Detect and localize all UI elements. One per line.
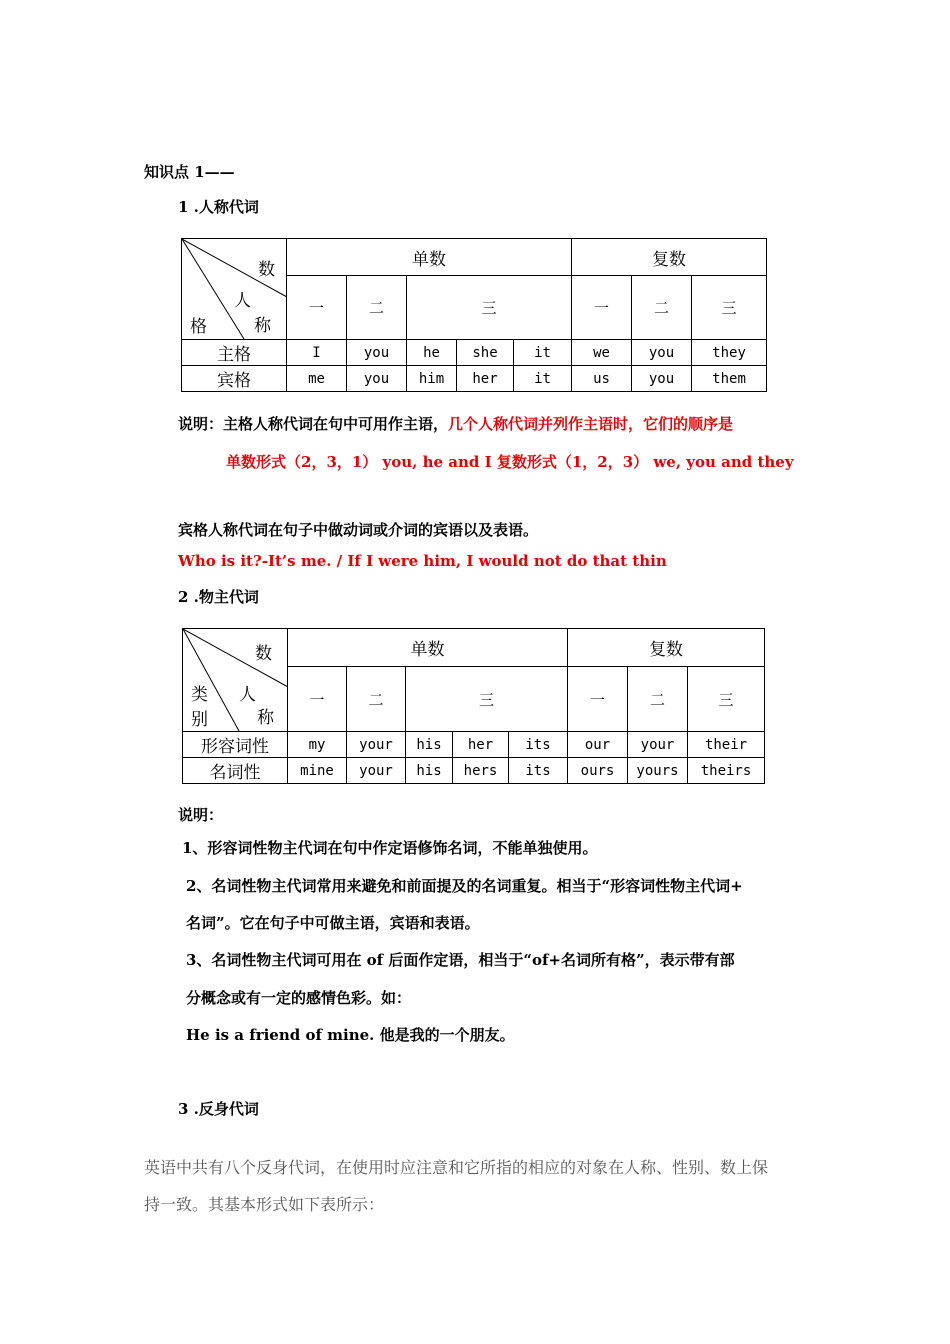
pronoun-cell: your — [347, 732, 406, 758]
section3-paragraph-line2: 持一致。其基本形式如下表所示： — [144, 1195, 385, 1214]
pronoun-cell: its — [509, 732, 568, 758]
plural-header: 复数 — [572, 239, 767, 276]
pronoun-cell: he — [407, 340, 457, 366]
person-cell: 三 — [407, 276, 572, 340]
row-label: 名词性 — [183, 758, 288, 784]
heading: 知识点 1—— — [144, 163, 235, 181]
person-cell: 一 — [572, 276, 632, 340]
note-title: 说明： — [178, 806, 224, 824]
corner-shu: 数 — [255, 644, 272, 664]
corner-ren: 人 — [239, 685, 256, 705]
pronoun-cell: she — [457, 340, 514, 366]
example1: Who is it?-It’s me. / If I were him, I would not do that thin — [178, 552, 667, 570]
pronoun-cell: your — [347, 758, 406, 784]
pronoun-cell: our — [568, 732, 628, 758]
corner-bie: 别 — [191, 710, 208, 730]
pronoun-cell: it — [514, 340, 572, 366]
person-cell: 一 — [288, 667, 347, 732]
section2-title: 2 .物主代词 — [178, 588, 259, 606]
note1-black: 说明：主格人称代词在句中可用作主语， — [178, 415, 449, 433]
note1 — [178, 413, 733, 434]
pronoun-cell: theirs — [688, 758, 765, 784]
section1-title: 1 .人称代词 — [178, 198, 259, 216]
singular-header: 单数 — [288, 629, 568, 667]
pronoun-cell: ours — [568, 758, 628, 784]
plural-header: 复数 — [568, 629, 765, 667]
personal-pronoun-table — [181, 238, 767, 392]
corner-header — [182, 239, 287, 340]
pronoun-cell: I — [287, 340, 347, 366]
person-cell: 二 — [347, 667, 406, 732]
pronoun-cell: her — [457, 366, 514, 392]
row-label: 宾格 — [182, 366, 287, 392]
pronoun-cell: their — [688, 732, 765, 758]
person-cell: 三 — [688, 667, 765, 732]
note1-red: 几个人称代词并列作主语时，它们的顺序是 — [448, 415, 734, 433]
pronoun-cell: you — [632, 366, 692, 392]
singular-header: 单数 — [287, 239, 572, 276]
person-cell: 二 — [628, 667, 688, 732]
pronoun-cell: hers — [453, 758, 509, 784]
pronoun-cell: mine — [288, 758, 347, 784]
person-cell: 一 — [287, 276, 347, 340]
note1-order: 单数形式（2，3，1） you, he and I 复数形式（1，2，3） we, you and they — [226, 453, 794, 471]
pronoun-cell: her — [453, 732, 509, 758]
note-point-3b: 分概念或有一定的感情色彩。如： — [186, 989, 412, 1007]
table-row — [182, 340, 767, 366]
pronoun-cell: yours — [628, 758, 688, 784]
table-row — [183, 758, 765, 784]
table-row — [183, 732, 765, 758]
corner-ge: 格 — [190, 317, 207, 337]
person-cell: 三 — [406, 667, 568, 732]
corner-cheng: 称 — [254, 316, 271, 336]
note-point-3a: 3、名词性物主代词可用在 of 后面作定语，相当于“of+名词所有格”，表示带有部 — [186, 951, 735, 969]
pronoun-cell: me — [287, 366, 347, 392]
pronoun-cell: you — [347, 340, 407, 366]
pronoun-cell: his — [406, 732, 453, 758]
pronoun-cell: they — [692, 340, 767, 366]
pronoun-cell: my — [288, 732, 347, 758]
corner-header — [183, 629, 288, 732]
table-row — [182, 366, 767, 392]
section3-title: 3 .反身代词 — [178, 1100, 259, 1118]
person-cell: 一 — [568, 667, 628, 732]
pronoun-cell: his — [406, 758, 453, 784]
pronoun-cell: its — [509, 758, 568, 784]
section3-paragraph-line1: 英语中共有八个反身代词，在使用时应注意和它所指的相应的对象在人称、性别、数上保 — [144, 1158, 769, 1177]
example2: He is a friend of mine. 他是我的一个朋友。 — [186, 1026, 515, 1044]
person-cell: 二 — [632, 276, 692, 340]
corner-cheng: 称 — [257, 708, 274, 728]
corner-lei: 类 — [191, 685, 208, 705]
pronoun-cell: us — [572, 366, 632, 392]
row-label: 主格 — [182, 340, 287, 366]
person-cell: 二 — [347, 276, 407, 340]
note2: 宾格人称代词在句子中做动词或介词的宾语以及表语。 — [178, 521, 539, 539]
note-point-1: 1、形容词性物主代词在句中作定语修饰名词，不能单独使用。 — [182, 839, 598, 857]
pronoun-cell: we — [572, 340, 632, 366]
note-point-2a: 2、名词性物主代词常用来避免和前面提及的名词重复。相当于“形容词性物主代词+ — [186, 877, 743, 895]
pronoun-cell: him — [407, 366, 457, 392]
corner-shu: 数 — [258, 260, 275, 280]
pronoun-cell: you — [632, 340, 692, 366]
row-label: 形容词性 — [183, 732, 288, 758]
possessive-pronoun-table — [182, 628, 765, 784]
note-point-2b: 名词”。它在句子中可做主语，宾语和表语。 — [186, 914, 480, 932]
pronoun-cell: it — [514, 366, 572, 392]
pronoun-cell: your — [628, 732, 688, 758]
person-cell: 三 — [692, 276, 767, 340]
pronoun-cell: you — [347, 366, 407, 392]
pronoun-cell: them — [692, 366, 767, 392]
corner-ren: 人 — [234, 291, 251, 311]
